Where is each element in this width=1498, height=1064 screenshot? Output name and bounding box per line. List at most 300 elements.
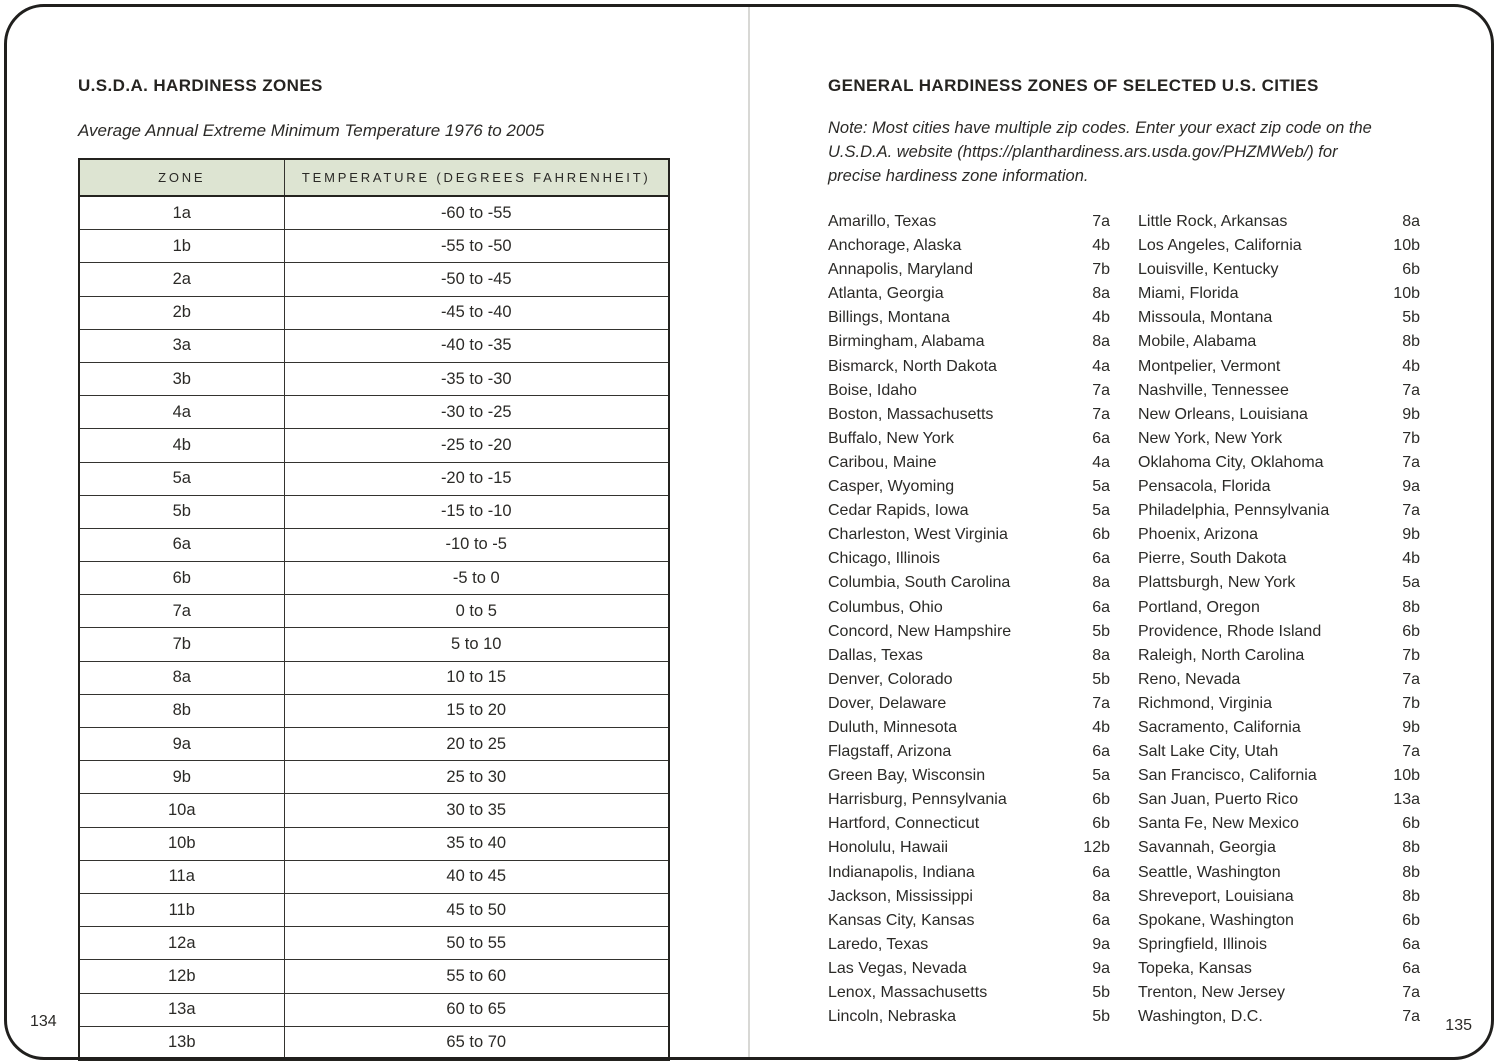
city-row xyxy=(828,355,1110,379)
city-name: Missoula, Montana xyxy=(1138,309,1273,327)
city-row xyxy=(1138,644,1420,668)
note-line: precise hardiness zone information. xyxy=(828,167,1089,185)
city-row xyxy=(1138,668,1420,692)
city-row xyxy=(1138,620,1420,644)
city-row xyxy=(828,306,1110,330)
temperature-cell: -5 to 0 xyxy=(284,562,669,595)
city-row xyxy=(1138,547,1420,571)
zone-cell: 11a xyxy=(79,860,284,893)
zone-cell: 3a xyxy=(79,329,284,362)
city-zone: 9a xyxy=(1092,935,1110,953)
city-name: Green Bay, Wisconsin xyxy=(828,767,986,785)
city-row xyxy=(828,547,1110,571)
city-zone: 4b xyxy=(1402,357,1420,375)
city-name: Richmond, Virginia xyxy=(1138,694,1272,712)
city-row xyxy=(828,981,1110,1005)
city-zone: 6a xyxy=(1402,935,1420,953)
city-row xyxy=(828,644,1110,668)
city-zone: 8b xyxy=(1402,839,1420,857)
zone-cell: 10a xyxy=(79,794,284,827)
zone-cell: 13b xyxy=(79,1026,284,1060)
temperature-cell: 15 to 20 xyxy=(284,694,669,727)
city-zone: 5b xyxy=(1092,1008,1110,1026)
city-list-right xyxy=(1138,210,1420,1029)
city-name: Lincoln, Nebraska xyxy=(828,1008,957,1026)
city-zone: 7b xyxy=(1402,694,1420,712)
city-zone: 13a xyxy=(1393,791,1420,809)
temperature-cell: 5 to 10 xyxy=(284,628,669,661)
table-row xyxy=(79,429,669,462)
table-row xyxy=(79,761,669,794)
right-page xyxy=(828,76,1420,1029)
city-row xyxy=(828,258,1110,282)
city-name: Denver, Colorado xyxy=(828,670,953,688)
city-zone: 5a xyxy=(1092,767,1110,785)
city-zone: 4a xyxy=(1092,357,1110,375)
city-name: Washington, D.C. xyxy=(1138,1008,1263,1026)
city-zone: 4b xyxy=(1092,718,1110,736)
city-zone: 7a xyxy=(1092,405,1110,423)
city-zone: 5b xyxy=(1092,622,1110,640)
city-zone: 6b xyxy=(1402,911,1420,929)
city-zone: 6a xyxy=(1092,550,1110,568)
city-name: Annapolis, Maryland xyxy=(828,261,973,279)
table-row xyxy=(79,728,669,761)
city-zone: 8a xyxy=(1402,213,1420,230)
city-name: Portland, Oregon xyxy=(1138,598,1260,616)
zone-cell: 9b xyxy=(79,761,284,794)
city-row xyxy=(1138,957,1420,981)
table-row xyxy=(79,462,669,495)
city-row xyxy=(1138,258,1420,282)
temperature-cell: -20 to -15 xyxy=(284,462,669,495)
city-row xyxy=(1138,596,1420,620)
temperature-cell: 60 to 65 xyxy=(284,993,669,1026)
city-name: Atlanta, Georgia xyxy=(828,285,944,303)
city-row xyxy=(1138,330,1420,354)
city-zone: 9a xyxy=(1092,959,1110,977)
city-name: Billings, Montana xyxy=(828,309,950,327)
city-name: Montpelier, Vermont xyxy=(1138,357,1281,375)
city-row xyxy=(1138,981,1420,1005)
table-header-row xyxy=(79,159,669,196)
city-name: Indianapolis, Indiana xyxy=(828,863,975,881)
city-row xyxy=(828,523,1110,547)
city-zone: 8a xyxy=(1092,646,1110,664)
temperature-cell: 0 to 5 xyxy=(284,595,669,628)
city-row xyxy=(828,499,1110,523)
temperature-cell: 45 to 50 xyxy=(284,893,669,926)
temperature-cell: 10 to 15 xyxy=(284,661,669,694)
page-number-right: 135 xyxy=(1445,1017,1472,1034)
city-zone: 5a xyxy=(1402,574,1420,592)
city-row xyxy=(828,716,1110,740)
city-zone: 5b xyxy=(1092,670,1110,688)
city-zone: 6a xyxy=(1092,911,1110,929)
city-row xyxy=(1138,812,1420,836)
zone-cell: 10b xyxy=(79,827,284,860)
city-zone: 7a xyxy=(1092,213,1110,230)
city-zone: 7a xyxy=(1402,381,1420,399)
temperature-cell: -30 to -25 xyxy=(284,396,669,429)
city-zone: 7a xyxy=(1402,743,1420,761)
city-row xyxy=(1138,234,1420,258)
city-row xyxy=(1138,788,1420,812)
city-row xyxy=(1138,403,1420,427)
city-zone: 9a xyxy=(1402,478,1420,496)
city-name: Miami, Florida xyxy=(1138,285,1239,303)
city-name: Hartford, Connecticut xyxy=(828,815,980,833)
city-zone: 7a xyxy=(1402,670,1420,688)
city-name: New Orleans, Louisiana xyxy=(1138,405,1308,423)
temperature-cell: 40 to 45 xyxy=(284,860,669,893)
city-row xyxy=(1138,716,1420,740)
zone-cell: 7b xyxy=(79,628,284,661)
zone-cell: 3b xyxy=(79,362,284,395)
city-row xyxy=(1138,861,1420,885)
zone-cell: 2b xyxy=(79,296,284,329)
city-zone: 6b xyxy=(1092,815,1110,833)
note xyxy=(828,116,1420,188)
city-row xyxy=(1138,379,1420,403)
table-row xyxy=(79,562,669,595)
city-row xyxy=(828,885,1110,909)
city-row xyxy=(828,282,1110,306)
page-title: U.S.D.A. HARDINESS ZONES xyxy=(78,76,323,95)
city-name: Reno, Nevada xyxy=(1138,670,1241,688)
city-name: Phoenix, Arizona xyxy=(1138,526,1259,544)
table-row xyxy=(79,661,669,694)
city-row xyxy=(1138,885,1420,909)
city-zone: 5a xyxy=(1092,502,1110,520)
city-zone: 4a xyxy=(1092,453,1110,471)
left-page xyxy=(78,76,670,1061)
city-row xyxy=(1138,355,1420,379)
zone-cell: 5a xyxy=(79,462,284,495)
temperature-cell: -25 to -20 xyxy=(284,429,669,462)
city-row xyxy=(828,812,1110,836)
city-name: Pierre, South Dakota xyxy=(1138,550,1287,568)
table-row xyxy=(79,860,669,893)
city-row xyxy=(1138,836,1420,860)
city-row xyxy=(828,234,1110,258)
city-name: Louisville, Kentucky xyxy=(1138,261,1279,279)
table-row xyxy=(79,296,669,329)
city-row xyxy=(1138,210,1420,234)
city-name: Flagstaff, Arizona xyxy=(828,743,952,761)
temperature-cell: -35 to -30 xyxy=(284,362,669,395)
city-row xyxy=(828,596,1110,620)
city-name: Nashville, Tennessee xyxy=(1138,381,1289,399)
table-row xyxy=(79,362,669,395)
table-row xyxy=(79,495,669,528)
city-name: Topeka, Kansas xyxy=(1138,959,1252,977)
city-zone: 8a xyxy=(1092,574,1110,592)
city-name: Savannah, Georgia xyxy=(1138,839,1276,857)
zone-column-header: ZONE xyxy=(79,159,284,196)
city-zone: 10b xyxy=(1393,237,1420,255)
city-name: Pensacola, Florida xyxy=(1138,478,1271,496)
city-zone: 10b xyxy=(1393,285,1420,303)
table-row xyxy=(79,794,669,827)
city-zone: 7a xyxy=(1402,502,1420,520)
temperature-cell: 55 to 60 xyxy=(284,960,669,993)
city-row xyxy=(828,330,1110,354)
city-row xyxy=(1138,1005,1420,1029)
city-name: Caribou, Maine xyxy=(828,453,937,471)
city-zone: 6a xyxy=(1092,743,1110,761)
city-name: Boston, Massachusetts xyxy=(828,405,994,423)
temperature-column-header: TEMPERATURE (DEGREES FAHRENHEIT) xyxy=(284,159,669,196)
temperature-cell: 20 to 25 xyxy=(284,728,669,761)
subtitle: Average Annual Extreme Minimum Temperature 1976 to 2005 xyxy=(78,121,545,140)
city-list-left xyxy=(828,210,1110,1029)
city-name: Jackson, Mississippi xyxy=(828,887,973,905)
zone-cell: 2a xyxy=(79,263,284,296)
city-zone: 9b xyxy=(1402,526,1420,544)
city-row xyxy=(1138,282,1420,306)
city-zone: 7b xyxy=(1092,261,1110,279)
city-name: Birmingham, Alabama xyxy=(828,333,985,351)
city-row xyxy=(1138,692,1420,716)
city-name: Philadelphia, Pennsylvania xyxy=(1138,502,1330,520)
city-zone: 7a xyxy=(1402,453,1420,471)
city-row xyxy=(1138,451,1420,475)
zone-cell: 8a xyxy=(79,661,284,694)
zone-cell: 9a xyxy=(79,728,284,761)
city-name: Bismarck, North Dakota xyxy=(828,357,997,375)
city-name: Duluth, Minnesota xyxy=(828,718,957,736)
city-row xyxy=(828,620,1110,644)
city-zone: 6b xyxy=(1402,622,1420,640)
city-name: Little Rock, Arkansas xyxy=(1138,213,1288,230)
city-name: Las Vegas, Nevada xyxy=(828,959,967,977)
city-zone: 7b xyxy=(1402,646,1420,664)
zone-cell: 1b xyxy=(79,230,284,263)
table-row xyxy=(79,893,669,926)
city-zone: 8b xyxy=(1402,863,1420,881)
zone-cell: 11b xyxy=(79,893,284,926)
table-row xyxy=(79,230,669,263)
city-zone: 6a xyxy=(1092,429,1110,447)
city-name: Spokane, Washington xyxy=(1138,911,1294,929)
city-row xyxy=(1138,764,1420,788)
temperature-cell: -60 to -55 xyxy=(284,196,669,230)
city-name: Casper, Wyoming xyxy=(828,478,955,496)
city-zone: 9b xyxy=(1402,405,1420,423)
city-zone: 8a xyxy=(1092,333,1110,351)
city-name: Buffalo, New York xyxy=(828,429,955,447)
city-zone: 8b xyxy=(1402,598,1420,616)
city-row xyxy=(828,451,1110,475)
city-name: Mobile, Alabama xyxy=(1138,333,1257,351)
city-zone: 12b xyxy=(1083,839,1110,857)
city-name: Plattsburgh, New York xyxy=(1138,574,1296,592)
city-row xyxy=(828,788,1110,812)
city-columns xyxy=(828,210,1420,1029)
table-row xyxy=(79,827,669,860)
table-row xyxy=(79,628,669,661)
city-name: Harrisburg, Pennsylvania xyxy=(828,791,1007,809)
zone-cell: 5b xyxy=(79,495,284,528)
city-row xyxy=(1138,475,1420,499)
city-name: Concord, New Hampshire xyxy=(828,622,1012,640)
temperature-cell: -10 to -5 xyxy=(284,528,669,561)
temperature-cell: 25 to 30 xyxy=(284,761,669,794)
city-row xyxy=(1138,306,1420,330)
city-row xyxy=(1138,499,1420,523)
zone-cell: 13a xyxy=(79,993,284,1026)
city-zone: 7a xyxy=(1402,984,1420,1001)
temperature-cell: -40 to -35 xyxy=(284,329,669,362)
temperature-cell: -15 to -10 xyxy=(284,495,669,528)
temperature-cell: -55 to -50 xyxy=(284,230,669,263)
city-row xyxy=(828,933,1110,957)
city-row xyxy=(828,379,1110,403)
city-name: Seattle, Washington xyxy=(1138,863,1281,881)
city-row xyxy=(828,403,1110,427)
city-name: Cedar Rapids, Iowa xyxy=(828,502,969,520)
zone-cell: 6b xyxy=(79,562,284,595)
city-zone: 10b xyxy=(1393,767,1420,785)
table-row xyxy=(79,396,669,429)
table-row xyxy=(79,595,669,628)
table-row xyxy=(79,263,669,296)
note-line: U.S.D.A. website (https://planthardiness.ars.usda.gov/PHZMWeb/) for xyxy=(828,143,1338,161)
city-row xyxy=(828,427,1110,451)
city-zone: 5b xyxy=(1092,984,1110,1001)
city-name: San Juan, Puerto Rico xyxy=(1138,791,1299,809)
city-zone: 8a xyxy=(1092,285,1110,303)
city-name: Anchorage, Alaska xyxy=(828,237,962,255)
city-zone: 8b xyxy=(1402,887,1420,905)
page-number-left: 134 xyxy=(30,1013,57,1030)
city-name: Columbus, Ohio xyxy=(828,598,943,616)
city-name: Laredo, Texas xyxy=(828,935,929,953)
city-name: San Francisco, California xyxy=(1138,767,1317,785)
city-zone: 6a xyxy=(1402,959,1420,977)
table-row xyxy=(79,993,669,1026)
city-name: Boise, Idaho xyxy=(828,381,917,399)
city-zone: 7a xyxy=(1402,1008,1420,1026)
zone-cell: 12a xyxy=(79,927,284,960)
table-row xyxy=(79,927,669,960)
page-title: GENERAL HARDINESS ZONES OF SELECTED U.S. CITIES xyxy=(828,76,1319,95)
table-row xyxy=(79,329,669,362)
zone-cell: 7a xyxy=(79,595,284,628)
city-zone: 7b xyxy=(1402,429,1420,447)
city-name: Chicago, Illinois xyxy=(828,550,941,568)
city-row xyxy=(1138,427,1420,451)
city-name: Dover, Delaware xyxy=(828,694,947,712)
city-row xyxy=(828,861,1110,885)
city-row xyxy=(828,764,1110,788)
city-zone: 8b xyxy=(1402,333,1420,351)
city-name: Raleigh, North Carolina xyxy=(1138,646,1305,664)
temperature-cell: -50 to -45 xyxy=(284,263,669,296)
city-row xyxy=(828,692,1110,716)
city-row xyxy=(828,909,1110,933)
city-zone: 6b xyxy=(1092,791,1110,809)
zone-cell: 4b xyxy=(79,429,284,462)
city-zone: 5a xyxy=(1092,478,1110,496)
table-row xyxy=(79,960,669,993)
temperature-cell: 35 to 40 xyxy=(284,827,669,860)
zone-cell: 6a xyxy=(79,528,284,561)
city-zone: 4b xyxy=(1092,237,1110,255)
city-name: Charleston, West Virginia xyxy=(828,526,1008,544)
city-name: Santa Fe, New Mexico xyxy=(1138,815,1299,833)
city-row xyxy=(828,475,1110,499)
city-zone: 9b xyxy=(1402,718,1420,736)
note-line: Note: Most cities have multiple zip codes. Enter your exact zip code on the xyxy=(828,119,1372,137)
temperature-cell: 65 to 70 xyxy=(284,1026,669,1060)
city-zone: 6b xyxy=(1092,526,1110,544)
page-divider xyxy=(748,7,750,1057)
table-row xyxy=(79,694,669,727)
city-row xyxy=(828,740,1110,764)
table-row xyxy=(79,528,669,561)
temperature-cell: 50 to 55 xyxy=(284,927,669,960)
city-row xyxy=(828,668,1110,692)
city-name: Trenton, New Jersey xyxy=(1138,984,1286,1001)
temperature-cell: -45 to -40 xyxy=(284,296,669,329)
city-zone: 8a xyxy=(1092,887,1110,905)
city-name: Honolulu, Hawaii xyxy=(828,839,949,857)
city-name: New York, New York xyxy=(1138,429,1283,447)
city-name: Los Angeles, California xyxy=(1138,237,1302,255)
zone-cell: 12b xyxy=(79,960,284,993)
city-row xyxy=(1138,909,1420,933)
zone-cell: 4a xyxy=(79,396,284,429)
city-row xyxy=(828,957,1110,981)
city-zone: 7a xyxy=(1092,694,1110,712)
city-row xyxy=(828,571,1110,595)
zone-cell: 1a xyxy=(79,196,284,230)
city-row xyxy=(828,836,1110,860)
city-name: Oklahoma City, Oklahoma xyxy=(1138,453,1324,471)
table-row xyxy=(79,1026,669,1060)
city-zone: 6a xyxy=(1092,598,1110,616)
city-row xyxy=(1138,571,1420,595)
city-row xyxy=(828,210,1110,234)
city-name: Kansas City, Kansas xyxy=(828,911,975,929)
city-row xyxy=(1138,523,1420,547)
city-name: Sacramento, California xyxy=(1138,718,1301,736)
city-name: Salt Lake City, Utah xyxy=(1138,743,1279,761)
city-name: Dallas, Texas xyxy=(828,646,923,664)
city-name: Columbia, South Carolina xyxy=(828,574,1011,592)
city-name: Providence, Rhode Island xyxy=(1138,622,1322,640)
city-zone: 7a xyxy=(1092,381,1110,399)
city-row xyxy=(1138,933,1420,957)
city-name: Lenox, Massachusetts xyxy=(828,984,988,1001)
table-row xyxy=(79,196,669,230)
zone-cell: 8b xyxy=(79,694,284,727)
city-zone: 4b xyxy=(1092,309,1110,327)
city-zone: 4b xyxy=(1402,550,1420,568)
temperature-cell: 30 to 35 xyxy=(284,794,669,827)
city-zone: 5b xyxy=(1402,309,1420,327)
city-name: Shreveport, Louisiana xyxy=(1138,887,1294,905)
city-row xyxy=(1138,740,1420,764)
city-name: Amarillo, Texas xyxy=(828,213,937,230)
city-name: Springfield, Illinois xyxy=(1138,935,1267,953)
zones-table xyxy=(78,158,670,1061)
city-zone: 6b xyxy=(1402,261,1420,279)
city-zone: 6b xyxy=(1402,815,1420,833)
city-row xyxy=(828,1005,1110,1029)
